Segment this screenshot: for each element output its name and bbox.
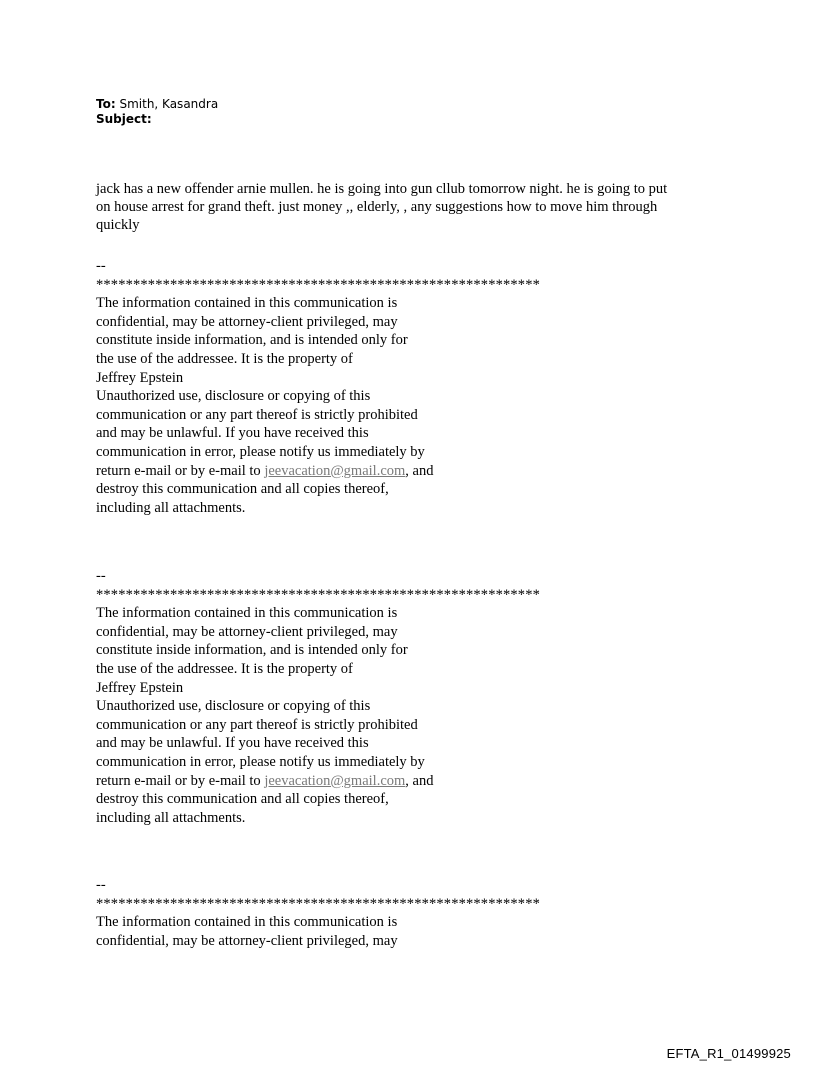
notice-line: constitute inside information, and is intended only for xyxy=(96,332,408,349)
notice-line: confidential, may be attorney-client privileged, may xyxy=(96,623,398,640)
notice-line: the use of the addressee. It is the property of xyxy=(96,350,353,367)
signature-dash: -- xyxy=(96,568,106,584)
subject-row xyxy=(96,112,218,127)
email-suffix: , and xyxy=(405,462,434,479)
notice-line: confidential, may be attorney-client privileged, may xyxy=(96,932,398,949)
notice-line: including all attachments. xyxy=(96,499,246,516)
notice-line: the use of the addressee. It is the property of xyxy=(96,660,353,677)
signature-dash: -- xyxy=(96,877,106,893)
notice-email-line xyxy=(96,772,596,791)
email-link[interactable]: jeevacation@gmail.com xyxy=(264,772,406,789)
notice-line: Jeffrey Epstein xyxy=(96,369,184,386)
email-prefix: return e-mail or by e-mail to xyxy=(96,772,265,789)
email-link[interactable]: jeevacation@gmail.com xyxy=(264,462,406,479)
signature-separator: ************************************************************ xyxy=(96,276,540,293)
notice-line: including all attachments. xyxy=(96,809,246,826)
confidentiality-notice xyxy=(96,257,596,517)
signature-separator: ************************************************************ xyxy=(96,586,540,603)
notice-line: communication in error, please notify us immediately by xyxy=(96,753,425,770)
to-value: Smith, Kasandra xyxy=(119,97,219,111)
notice-line: The information contained in this communication is xyxy=(96,605,398,622)
email-headers xyxy=(96,97,218,127)
notice-line: and may be unlawful. If you have received this xyxy=(96,425,369,442)
notice-line: The information contained in this communication is xyxy=(96,295,398,312)
notice-line: Unauthorized use, disclosure or copying of this xyxy=(96,388,371,405)
to-row xyxy=(96,97,218,112)
message-body: jack has a new offender arnie mullen. he is going into gun cllub tomorrow night. he is going to put on house arrest for grand theft. just money ,, elderly, , any suggestions how to move him through quickly xyxy=(96,181,668,233)
subject-label: Subject: xyxy=(96,112,152,126)
document-id: EFTA_R1_01499925 xyxy=(666,1046,791,1061)
notice-line: The information contained in this communication is xyxy=(96,914,398,931)
notice-line: confidential, may be attorney-client privileged, may xyxy=(96,313,398,330)
notice-email-line xyxy=(96,462,596,481)
signature-separator: ************************************************************ xyxy=(96,895,540,912)
notice-line: Unauthorized use, disclosure or copying of this xyxy=(96,698,371,715)
confidentiality-notice xyxy=(96,876,596,950)
notice-line: constitute inside information, and is intended only for xyxy=(96,642,408,659)
notice-line: Jeffrey Epstein xyxy=(96,679,184,696)
notice-line: communication or any part thereof is strictly prohibited xyxy=(96,406,418,423)
notice-line: destroy this communication and all copies thereof, xyxy=(96,791,389,808)
notice-line: and may be unlawful. If you have received this xyxy=(96,735,369,752)
email-prefix: return e-mail or by e-mail to xyxy=(96,462,265,479)
to-label: To: xyxy=(96,97,116,111)
confidentiality-notice xyxy=(96,567,596,827)
signature-dash: -- xyxy=(96,258,106,274)
email-suffix: , and xyxy=(405,772,434,789)
notice-line: destroy this communication and all copies thereof, xyxy=(96,481,389,498)
notice-line: communication in error, please notify us immediately by xyxy=(96,443,425,460)
notice-line: communication or any part thereof is strictly prohibited xyxy=(96,716,418,733)
